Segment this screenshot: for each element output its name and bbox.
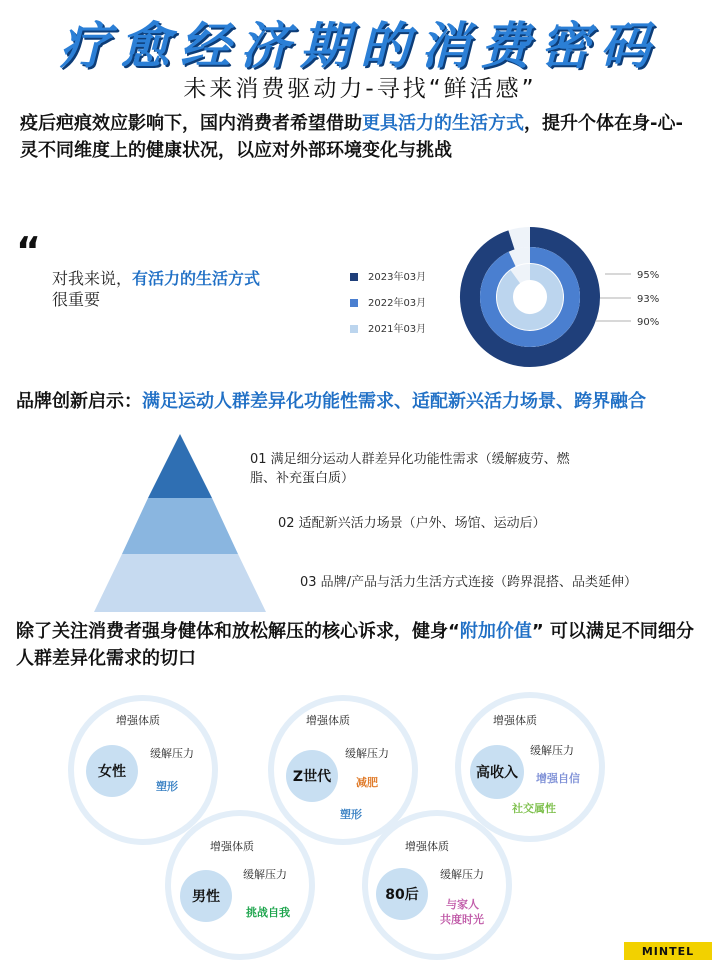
quote-prefix: 对我来说， <box>52 269 133 288</box>
pyramid-text-3: 03 品牌/产品与活力生活方式连接（跨界混搭、品类延伸） <box>300 575 638 590</box>
segment-core-female: 女性 <box>86 745 138 797</box>
pyramid-level-1 <box>148 434 212 498</box>
pyramid-text-1: 01 满足细分运动人群差异化功能性需求（缓解疲劳、燃脂、补充蛋白质） <box>250 452 570 486</box>
quote-mark: “ <box>16 229 41 273</box>
radial-chart <box>455 222 695 372</box>
value-label-2021: 90% <box>637 317 660 328</box>
segment-core-80s: 80后 <box>376 868 428 920</box>
brand-heading-prefix: 品牌创新启示： <box>16 391 142 412</box>
pyramid-level-2 <box>122 498 238 554</box>
pyramid <box>90 434 270 614</box>
segment-mid: 缓解压力 <box>530 744 574 757</box>
legend-swatch <box>350 299 358 307</box>
segment-mid: 缓解压力 <box>150 747 194 760</box>
segment-extra: 挑战自我 <box>246 906 290 919</box>
intro-paragraph <box>20 110 700 164</box>
segment-top: 增强体质 <box>405 840 449 853</box>
pyramid-text-2: 02 适配新兴活力场景（户外、场馆、运动后） <box>278 516 546 531</box>
segment-top: 增强体质 <box>116 714 160 727</box>
quote-highlight: 有活力的生活方式 <box>132 269 261 288</box>
mintel-logo: MINTEL <box>624 942 712 960</box>
segment-top: 增强体质 <box>306 714 350 727</box>
brand-heading-highlight: 满足运动人群差异化功能性需求、适配新兴活力场景、跨界融合 <box>142 391 646 412</box>
value-label-2023: 95% <box>637 270 660 281</box>
value-label-2022: 93% <box>637 294 660 305</box>
intro-part2: ，提升个体在身-心-灵不同维度上的健康状况，以应对外部环境变化与挑战 <box>20 113 683 161</box>
value-heading <box>16 618 706 672</box>
segment-extra: 塑形 <box>156 780 178 793</box>
radial-bar-2021年03月 <box>505 272 555 322</box>
quote-suffix: 很重要 <box>52 290 101 309</box>
segment-extra: 塑形 <box>340 808 362 821</box>
legend-item-2021 <box>350 320 460 335</box>
value-part2: ” 可以满足不同细分人群差异化需求的切口 <box>16 621 694 669</box>
segment-mid: 缓解压力 <box>440 868 484 881</box>
intro-part1: 疫后疤痕效应影响下，国内消费者希望借助 <box>20 113 362 134</box>
segment-top: 增强体质 <box>210 840 254 853</box>
segment-core-male: 男性 <box>180 870 232 922</box>
page-subtitle: 未来消费驱动力-寻找“鲜活感” <box>183 76 537 102</box>
page-title: 疗愈经济期的消费密码 <box>60 17 660 75</box>
legend-item-2023 <box>350 268 460 283</box>
legend-swatch <box>350 325 358 333</box>
legend-item-2022 <box>350 294 460 309</box>
segment-extra: 增强自信 <box>536 772 580 785</box>
value-highlight: 附加价值 <box>459 621 532 642</box>
legend-label: 2021年03月 <box>368 324 427 335</box>
intro-highlight: 更具活力的生活方式 <box>362 113 524 134</box>
legend-label: 2023年03月 <box>368 272 427 283</box>
segment-core-highincome: 高收入 <box>470 745 524 799</box>
legend-label: 2022年03月 <box>368 298 427 309</box>
legend-swatch <box>350 273 358 281</box>
value-part1: 除了关注消费者强身健体和放松解压的核心诉求，健身“ <box>16 621 460 642</box>
segment-mid: 缓解压力 <box>345 747 389 760</box>
segment-extra: 减肥 <box>356 776 378 789</box>
segment-extra: 社交属性 <box>512 802 556 815</box>
segment-top: 增强体质 <box>493 714 537 727</box>
segment-extra: 与家人 <box>446 898 479 911</box>
segment-extra: 共度时光 <box>440 913 484 926</box>
pyramid-level-3 <box>94 554 266 612</box>
quote-text <box>52 268 342 310</box>
segment-core-genz: Z世代 <box>286 750 338 802</box>
brand-heading <box>16 390 706 414</box>
segment-mid: 缓解压力 <box>243 868 287 881</box>
